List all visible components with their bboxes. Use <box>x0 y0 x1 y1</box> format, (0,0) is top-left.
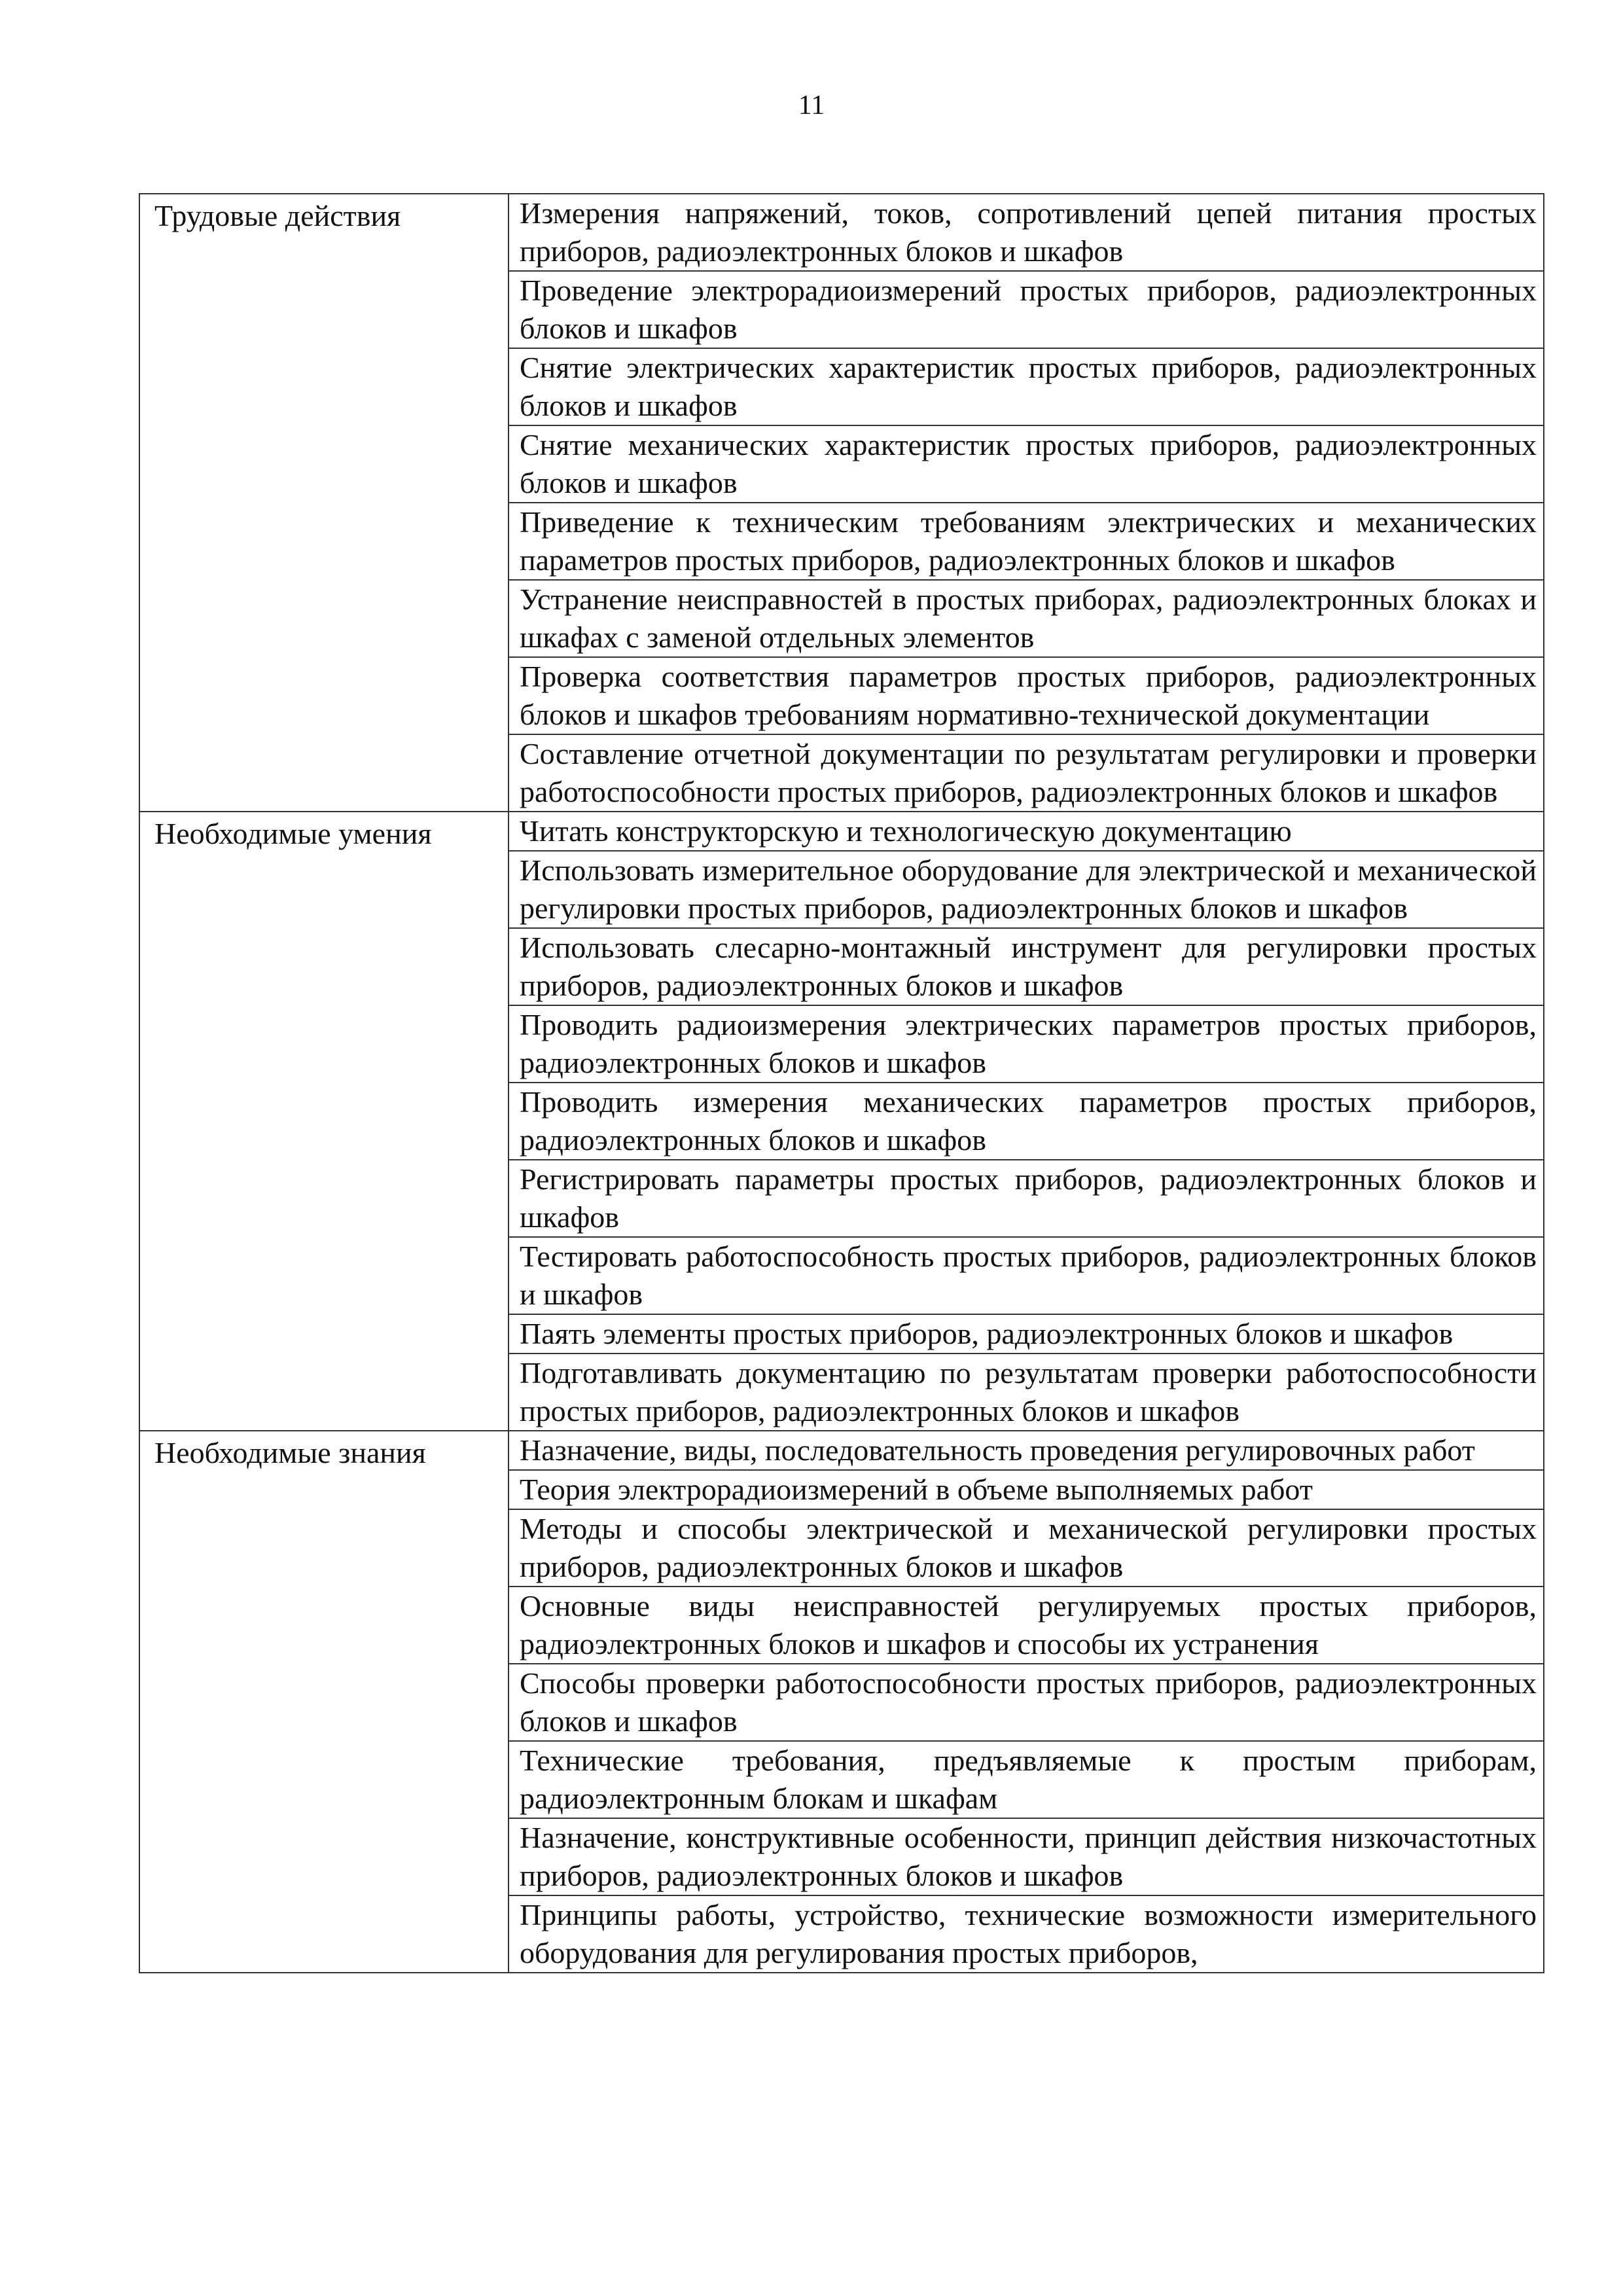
labor-action-item: Снятие электрических характеристик простых приборов, радиоэлектронных блоков и шкафов <box>508 348 1544 425</box>
labor-action-item: Приведение к техническим требованиям электрических и механических параметров простых приборов, радиоэлектронных блоков и шкафов <box>508 503 1544 580</box>
knowledge-item: Технические требования, предъявляемые к простым приборам, радиоэлектронным блокам и шкафам <box>508 1741 1544 1818</box>
skill-item: Проводить радиоизмерения электрических параметров простых приборов, радиоэлектронных блоков и шкафов <box>508 1005 1544 1083</box>
skill-item: Использовать измерительное оборудование для электрической и механической регулировки простых приборов, радиоэлектронных блоков и шкафов <box>508 851 1544 928</box>
skill-item: Регистрировать параметры простых приборов, радиоэлектронных блоков и шкафов <box>508 1160 1544 1237</box>
labor-action-item: Составление отчетной документации по результатам регулировки и проверки работоспособности простых приборов, радиоэлектронных блоков и шкафов <box>508 734 1544 812</box>
labor-action-item: Измерения напряжений, токов, сопротивлений цепей питания простых приборов, радиоэлектронных блоков и шкафов <box>508 194 1544 271</box>
skill-item: Использовать слесарно-монтажный инструмент для регулировки простых приборов, радиоэлектронных блоков и шкафов <box>508 928 1544 1005</box>
knowledge-item: Основные виды неисправностей регулируемых простых приборов, радиоэлектронных блоков и шкафов и способы их устранения <box>508 1587 1544 1664</box>
section-label-labor-actions: Трудовые действия <box>139 194 508 812</box>
requirements-table <box>139 193 1544 1973</box>
section-label-required-knowledge: Необходимые знания <box>139 1431 508 1973</box>
knowledge-item: Методы и способы электрической и механической регулировки простых приборов, радиоэлектронных блоков и шкафов <box>508 1509 1544 1587</box>
page-number: 11 <box>798 90 825 120</box>
skill-item: Паять элементы простых приборов, радиоэлектронных блоков и шкафов <box>508 1314 1544 1354</box>
skill-item: Подготавливать документацию по результатам проверки работоспособности простых приборов, радиоэлектронных блоков и шкафов <box>508 1354 1544 1431</box>
labor-action-item: Устранение неисправностей в простых приборах, радиоэлектронных блоках и шкафах с заменой отдельных элементов <box>508 580 1544 657</box>
knowledge-item: Теория электрорадиоизмерений в объеме выполняемых работ <box>508 1470 1544 1509</box>
skill-item: Проводить измерения механических параметров простых приборов, радиоэлектронных блоков и шкафов <box>508 1083 1544 1160</box>
knowledge-item: Назначение, виды, последовательность проведения регулировочных работ <box>508 1431 1544 1470</box>
labor-action-item: Снятие механических характеристик простых приборов, радиоэлектронных блоков и шкафов <box>508 425 1544 503</box>
skill-item: Тестировать работоспособность простых приборов, радиоэлектронных блоков и шкафов <box>508 1237 1544 1314</box>
section-label-required-skills: Необходимые умения <box>139 812 508 1431</box>
knowledge-item: Принципы работы, устройство, технические возможности измерительного оборудования для регулирования простых приборов, <box>508 1895 1544 1973</box>
knowledge-item: Способы проверки работоспособности простых приборов, радиоэлектронных блоков и шкафов <box>508 1664 1544 1741</box>
labor-action-item: Проведение электрорадиоизмерений простых приборов, радиоэлектронных блоков и шкафов <box>508 271 1544 348</box>
knowledge-item: Назначение, конструктивные особенности, принцип действия низкочастотных приборов, радиоэлектронных блоков и шкафов <box>508 1818 1544 1895</box>
skill-item: Читать конструкторскую и технологическую документацию <box>508 812 1544 851</box>
table-row <box>139 194 1544 271</box>
table-row <box>139 1431 1544 1470</box>
labor-action-item: Проверка соответствия параметров простых приборов, радиоэлектронных блоков и шкафов требованиям нормативно-технической документации <box>508 657 1544 734</box>
table-row <box>139 812 1544 851</box>
